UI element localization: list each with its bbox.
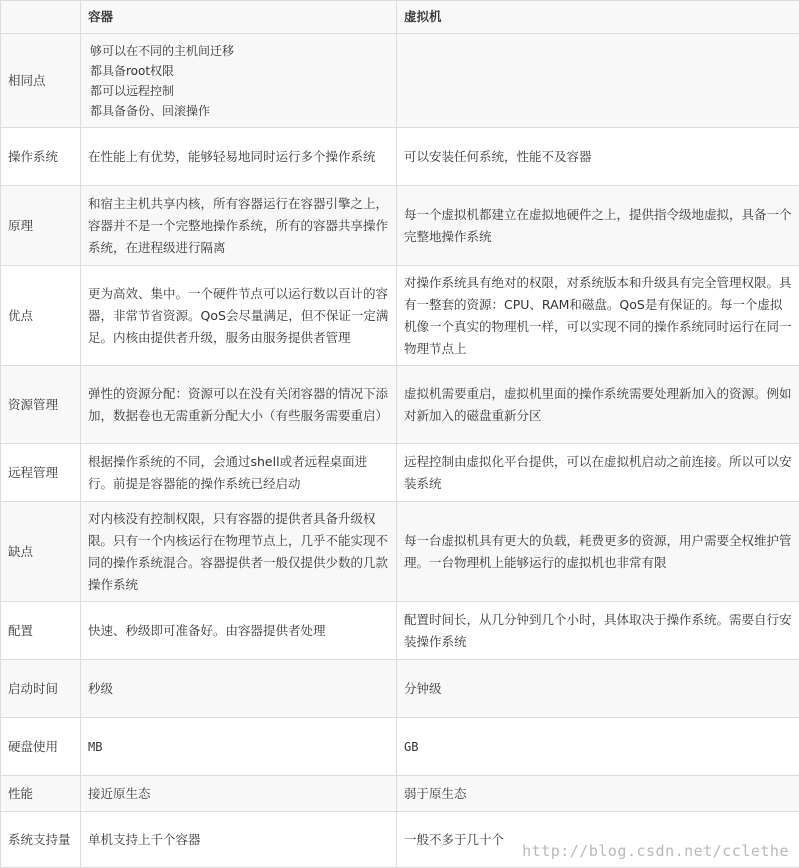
vm-cell: 分钟级 (397, 660, 799, 718)
table-row (1, 718, 799, 776)
row-label: 操作系统 (1, 128, 81, 186)
table-row (1, 366, 799, 444)
container-cell: 单机支持上千个容器 (81, 812, 397, 868)
container-cell: 更为高效、集中。一个硬件节点可以运行数以百计的容器，非常节省资源。QoS会尽量满足，但不保证一定满足。内核由提供者升级，服务由服务提供者管理 (81, 266, 397, 366)
container-cell: 和宿主主机共享内核，所有容器运行在容器引擎之上，容器并不是一个完整地操作系统，所有的容器共享操作系统，在进程级进行隔离 (81, 186, 397, 266)
table-row (1, 812, 799, 868)
container-cell: MB (81, 718, 397, 776)
row-label: 相同点 (1, 34, 81, 128)
row-label: 原理 (1, 186, 81, 266)
container-cell: 在性能上有优势，能够轻易地同时运行多个操作系统 (81, 128, 397, 186)
row-label: 配置 (1, 602, 81, 660)
table-header-row (1, 1, 799, 34)
table-row (1, 660, 799, 718)
header-empty (1, 1, 81, 34)
row-label: 硬盘使用 (1, 718, 81, 776)
same-points-list (88, 41, 389, 121)
vm-cell: 弱于原生态 (397, 776, 799, 812)
vm-cell: 一般不多于几十个 (397, 812, 799, 868)
vm-cell: GB (397, 718, 799, 776)
vm-cell: 对操作系统具有绝对的权限，对系统版本和升级具有完全管理权限。具有一整套的资源：CPU、RAM和磁盘。QoS是有保证的。每一个虚拟机像一个真实的物理机一样，可以实现不同的操作系统同时运行在同一物理节点上 (397, 266, 799, 366)
container-cell: 弹性的资源分配：资源可以在没有关闭容器的情况下添加，数据卷也无需重新分配大小（有些服务需要重启） (81, 366, 397, 444)
row-label: 优点 (1, 266, 81, 366)
container-cell: 接近原生态 (81, 776, 397, 812)
vm-cell (397, 34, 799, 128)
row-label: 系统支持量 (1, 812, 81, 868)
table-row (1, 444, 799, 502)
vm-cell: 每一个虚拟机都建立在虚拟地硬件之上，提供指令级地虚拟，具备一个完整地操作系统 (397, 186, 799, 266)
table-row (1, 602, 799, 660)
table-row (1, 34, 799, 128)
vm-cell: 每一台虚拟机具有更大的负载，耗费更多的资源，用户需要全权维护管理。一台物理机上能够运行的虚拟机也非常有限 (397, 502, 799, 602)
table-row (1, 186, 799, 266)
list-item: 都可以远程控制 (90, 83, 175, 98)
container-cell: 根据操作系统的不同，会通过shell或者远程桌面进行。前提是容器能的操作系统已经启动 (81, 444, 397, 502)
list-item: 都具备备份、回滚操作 (90, 103, 211, 118)
vm-cell: 可以安装任何系统，性能不及容器 (397, 128, 799, 186)
container-cell: 秒级 (81, 660, 397, 718)
table-row (1, 502, 799, 602)
row-label: 缺点 (1, 502, 81, 602)
list-item: 够可以在不同的主机间迁移 (90, 43, 235, 58)
vm-cell: 虚拟机需要重启，虚拟机里面的操作系统需要处理新加入的资源。例如对新加入的磁盘重新分区 (397, 366, 799, 444)
table-row (1, 128, 799, 186)
row-label: 性能 (1, 776, 81, 812)
container-cell: 快速、秒级即可准备好。由容器提供者处理 (81, 602, 397, 660)
row-label: 远程管理 (1, 444, 81, 502)
container-cell: 对内核没有控制权限，只有容器的提供者具备升级权限。只有一个内核运行在物理节点上，几乎不能实现不同的操作系统混合。容器提供者一般仅提供少数的几款操作系统 (81, 502, 397, 602)
table-row (1, 266, 799, 366)
container-cell (81, 34, 397, 128)
vm-cell: 远程控制由虚拟化平台提供，可以在虚拟机启动之前连接。所以可以安装系统 (397, 444, 799, 502)
vm-cell: 配置时间长，从几分钟到几个小时，具体取决于操作系统。需要自行安装操作系统 (397, 602, 799, 660)
row-label: 启动时间 (1, 660, 81, 718)
header-container: 容器 (81, 1, 397, 34)
table-row (1, 776, 799, 812)
row-label: 资源管理 (1, 366, 81, 444)
header-vm: 虚拟机 (397, 1, 799, 34)
list-item: 都具备root权限 (90, 63, 175, 78)
watermark: http://blog.csdn.net/cclethe (522, 842, 789, 860)
